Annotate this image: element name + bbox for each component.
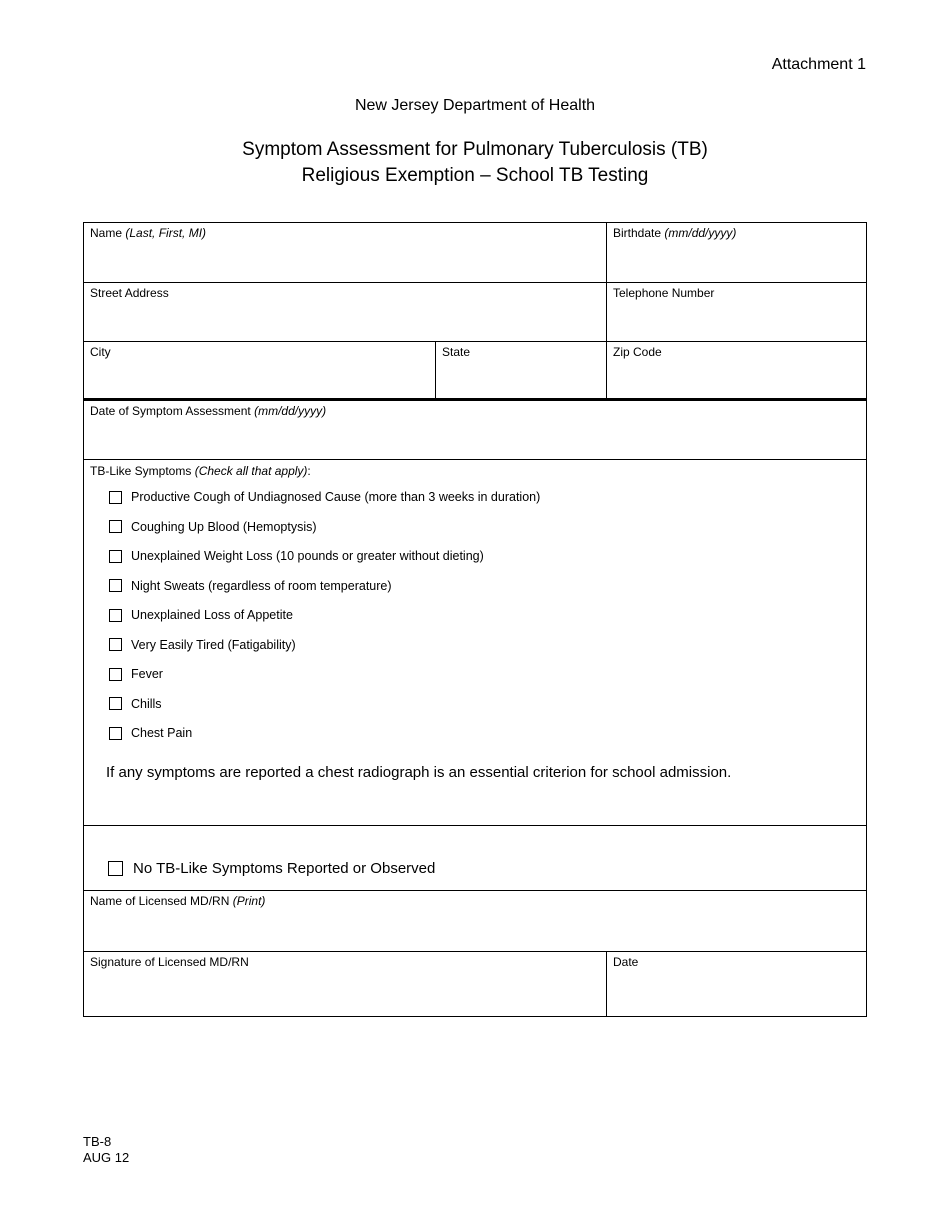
city-field[interactable]: [84, 360, 435, 398]
md-name-field[interactable]: [84, 909, 866, 951]
symptom-checkbox-chills[interactable]: [109, 697, 122, 710]
state-label: State: [442, 345, 471, 359]
symptom-checkbox-coughing-blood[interactable]: [109, 520, 122, 533]
form-footer: [83, 1134, 129, 1166]
symptom-list: [109, 489, 860, 741]
symptom-item-label: Unexplained Weight Loss (10 pounds or greater without dieting): [131, 549, 484, 563]
symptoms-cell: [84, 460, 866, 825]
row-name-birthdate: [84, 223, 866, 283]
row-no-symptoms: [84, 826, 866, 891]
date-label: Date: [613, 955, 639, 969]
symptom-item: [109, 637, 860, 653]
symptom-checkbox-fever[interactable]: [109, 668, 122, 681]
birthdate-label: Birthdate (mm/dd/yyyy): [613, 226, 737, 240]
symptom-item: [109, 489, 860, 505]
symptoms-note: If any symptoms are reported a chest radiograph is an essential criterion for school admission.: [106, 764, 732, 781]
symptom-item: [109, 696, 860, 712]
telephone-label: Telephone Number: [613, 286, 715, 300]
symptom-item-label: Night Sweats (regardless of room temperature): [131, 578, 392, 593]
symptom-item-label: Productive Cough of Undiagnosed Cause (more than 3 weeks in duration): [131, 490, 541, 504]
zip-cell: [606, 342, 866, 398]
symptom-item: [109, 725, 860, 741]
no-symptoms-label: No TB-Like Symptoms Reported or Observed: [133, 860, 436, 877]
form-revision-date: AUG 12: [83, 1150, 130, 1165]
symptom-checkbox-chest-pain[interactable]: [109, 727, 122, 740]
symptom-item-label: Fever: [131, 667, 163, 681]
symptom-checkbox-productive-cough[interactable]: [109, 491, 122, 504]
symptom-item: [109, 666, 860, 682]
department-heading: New Jersey Department of Health: [354, 97, 596, 114]
form-number: TB-8: [83, 1134, 112, 1149]
symptom-item: [109, 607, 860, 623]
row-signature-date: [84, 952, 866, 1016]
signature-field[interactable]: [84, 970, 606, 1016]
telephone-cell: [606, 283, 866, 341]
zip-field[interactable]: [607, 360, 866, 398]
assessment-date-label: Date of Symptom Assessment (mm/dd/yyyy): [90, 404, 327, 418]
assessment-date-field[interactable]: [84, 419, 866, 459]
assessment-date-hint: (mm/dd/yyyy): [254, 404, 327, 418]
street-field[interactable]: [84, 301, 606, 341]
street-cell: [84, 283, 606, 341]
document-title-line2: Religious Exemption – School TB Testing: [301, 165, 649, 186]
no-symptoms-checkbox[interactable]: [108, 861, 123, 876]
document-title: [0, 137, 950, 189]
name-label: Name (Last, First, MI): [90, 226, 207, 240]
state-field[interactable]: [436, 360, 606, 398]
telephone-field[interactable]: [607, 301, 866, 341]
birthdate-field[interactable]: [607, 241, 866, 282]
no-symptoms-cell: [84, 826, 866, 890]
symptom-item-label: Chills: [131, 696, 162, 711]
date-cell: [606, 952, 866, 1016]
row-street-telephone: [84, 283, 866, 342]
symptom-checkbox-loss-appetite[interactable]: [109, 609, 122, 622]
zip-label: Zip Code: [613, 345, 662, 359]
row-symptoms: [84, 460, 866, 826]
attachment-label: Attachment 1: [771, 56, 866, 73]
symptom-item-label: Coughing Up Blood (Hemoptysis): [131, 519, 317, 534]
md-name-hint: (Print): [232, 894, 266, 908]
symptoms-label: TB-Like Symptoms (Check all that apply):: [90, 464, 311, 478]
signature-cell: [84, 952, 606, 1016]
row-assessment-date: [84, 399, 866, 460]
md-name-label: Name of Licensed MD/RN (Print): [90, 894, 266, 908]
city-label: City: [90, 345, 111, 359]
symptom-checkbox-weight-loss[interactable]: [109, 550, 122, 563]
symptom-item: [109, 548, 860, 564]
street-label: Street Address: [90, 286, 169, 300]
symptom-item: [109, 519, 860, 535]
symptom-checkbox-easily-tired[interactable]: [109, 638, 122, 651]
birthdate-cell: [606, 223, 866, 282]
date-field[interactable]: [607, 970, 866, 1016]
symptom-item-label: Unexplained Loss of Appetite: [131, 608, 293, 622]
symptom-item: [109, 578, 860, 594]
document-title-line1: Symptom Assessment for Pulmonary Tuberculosis (TB): [242, 139, 708, 160]
city-cell: [84, 342, 435, 398]
signature-label: Signature of Licensed MD/RN: [90, 955, 249, 969]
state-cell: [435, 342, 606, 398]
symptom-item-label: Very Easily Tired (Fatigability): [131, 637, 296, 652]
symptom-checkbox-night-sweats[interactable]: [109, 579, 122, 592]
md-name-cell: [84, 891, 866, 951]
row-md-name: [84, 891, 866, 952]
row-city-state-zip: [84, 342, 866, 399]
symptoms-hint: (Check all that apply): [194, 464, 308, 478]
birthdate-hint: (mm/dd/yyyy): [664, 226, 737, 240]
name-hint: (Last, First, MI): [125, 226, 207, 240]
form-table: [83, 222, 867, 1017]
assessment-date-cell: [84, 401, 866, 459]
name-cell: [84, 223, 606, 282]
symptom-item-label: Chest Pain: [131, 726, 193, 740]
name-field[interactable]: [84, 241, 606, 282]
